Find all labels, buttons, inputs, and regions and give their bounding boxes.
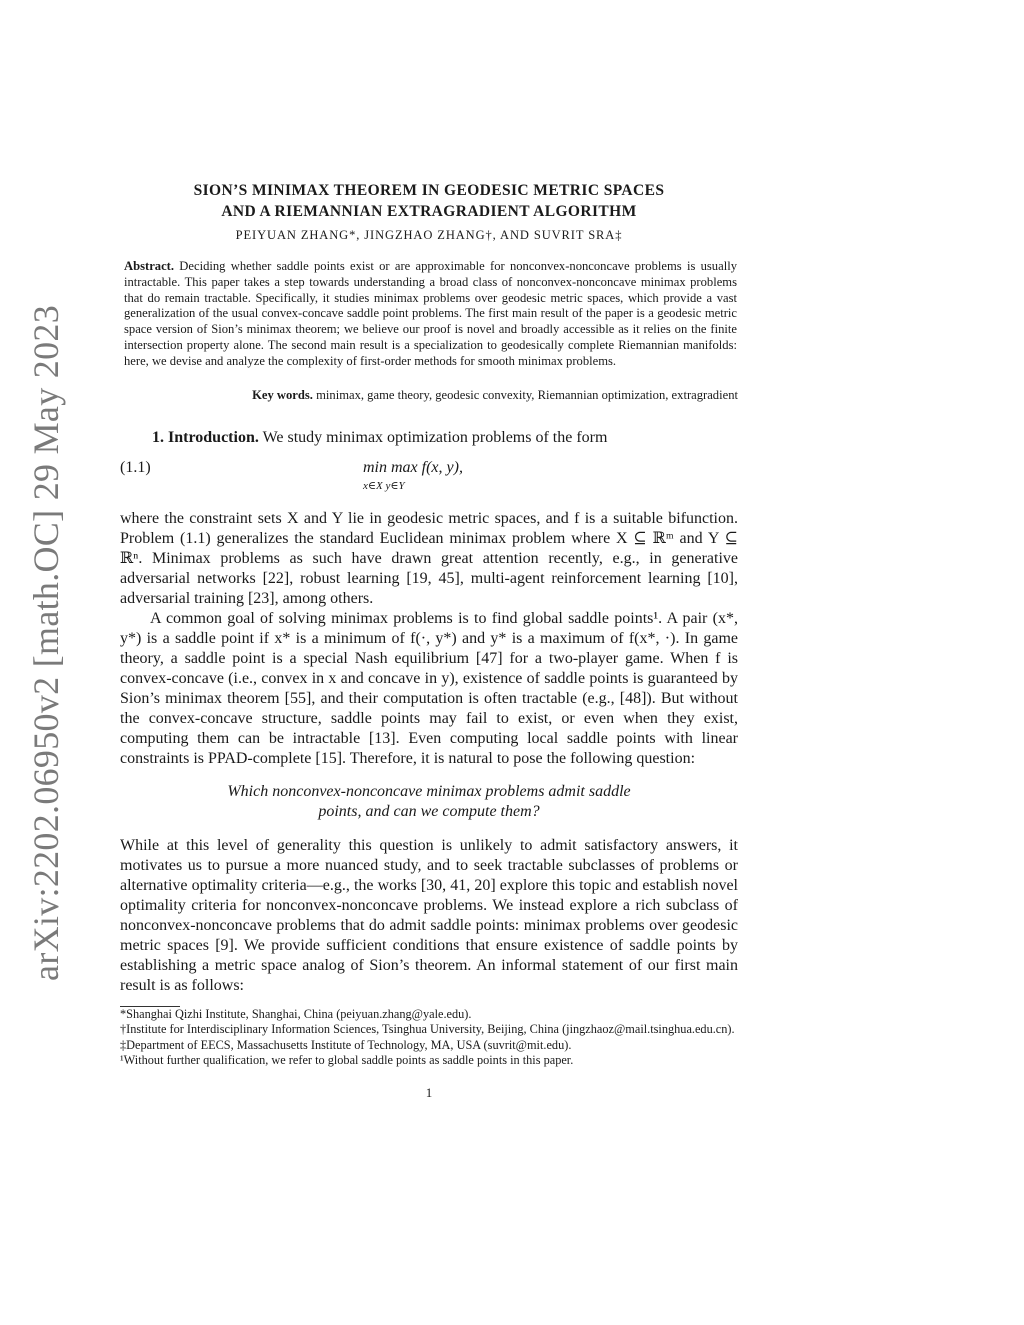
abstract-label: Abstract. [124, 259, 175, 273]
keywords-text: minimax, game theory, geodesic convexity, Riemannian optimization, extragradient [316, 387, 738, 402]
footnote-1: *Shanghai Qizhi Institute, Shanghai, China (peiyuan.zhang@yale.edu). [120, 1006, 472, 1021]
section-heading [120, 429, 738, 447]
footnote-4: ¹Without further qualification, we refer to global saddle points as saddle points in this paper. [120, 1053, 574, 1068]
paragraph-1: where the constraint sets X and Y lie in geodesic metric spaces, and f is a suitable bifunction. Problem (1.1) generalizes the standard Euclidean minimax problem where X ⊆ ℝᵐ and Y ⊆ ℝⁿ. Minimax problems as such have drawn great attention recently, e.g., in generative adversarial networks [22], robust learning [19, 45], multi-agent reinforcement learning [10], adversarial training [23], among others. [120, 509, 738, 607]
question-line-2: points, and can we compute them? [318, 802, 540, 820]
section-lead: We study minimax optimization problems of the form [262, 428, 608, 446]
arxiv-stamp-text: arXiv:2202.06950v2 [math.OC] 29 May 2023 [26, 305, 66, 981]
question-line-1: Which nonconvex-nonconcave minimax problems admit saddle [227, 782, 631, 800]
keywords [120, 388, 738, 403]
paper-title [120, 180, 738, 222]
section-title: 1. Introduction. [152, 428, 259, 446]
equation-body: min max f(x, y), [363, 458, 463, 476]
paragraph-2: A common goal of solving minimax problems is to find global saddle points¹. A pair (x*, y*) is a saddle point if x* is a minimum of f(·, y*) and y* is a maximum of f(x*, ·). In game theory, a saddle point is a special Nash equilibrium [47] for a two-player game. When f is convex-concave (i.e., convex in x and concave in y), existence of saddle points is guaranteed by Sion’s minimax theorem [55], and their computation is often tractable (e.g., [48]). But without the convex-concave structure, saddle points may fail to exist, or even when they exist, computing them can be intractable [13]. Even computing local saddle points with linear constraints is PPAD-complete [15]. Therefore, it is natural to pose the following question: [120, 609, 738, 767]
equation-number: (1.1) [120, 458, 151, 476]
author-list: PEIYUAN ZHANG*, JINGZHAO ZHANG†, AND SUVRIT SRA‡ [235, 228, 623, 242]
arxiv-stamp [10, 305, 82, 981]
abstract-text: Deciding whether saddle points exist or are approximable for nonconvex-nonconcave problems is usually intractable. This paper takes a step towards understanding a broad class of nonconvex-nonconcave minimax problems that do remain tractable. Specifically, it studies minimax problems over geodesic metric spaces, which provide a vast generalization of the usual convex-concave saddle point problems. The first main result of the paper is a geodesic metric space version of Sion’s minimax theorem; we believe our proof is novel and broadly accessible as it relies on the finite intersection property alone. The second main result is a specialization to geodesically complete Riemannian manifolds: here, we devise and analyze the complexity of first-order methods for smooth minimax problems. [124, 259, 737, 368]
equation-1-1 [120, 459, 738, 499]
page-number: 1 [425, 1084, 433, 1100]
abstract [120, 259, 738, 370]
title-line-2: AND A RIEMANNIAN EXTRAGRADIENT ALGORITHM [221, 203, 637, 220]
title-line-1: SION’S MINIMAX THEOREM IN GEODESIC METRIC SPACES [193, 182, 665, 199]
footnote-2: †Institute for Interdisciplinary Information Sciences, Tsinghua University, Beijing, China (jingzhaoz@mail.tsinghua.edu.cn). [120, 1022, 735, 1037]
equation-subscript: x∈X y∈Y [363, 479, 405, 492]
paper-page [120, 180, 738, 1101]
paragraph-3: While at this level of generality this question is unlikely to admit satisfactory answers, it motivates us to pursue a more nuanced study, and to seek tractable subclasses of problems or alternative optimality criteria—e.g., the works [30, 41, 20] explore this topic and establish novel optimality criteria for nonconvex-nonconcave problems. We instead explore a rich subclass of nonconvex-nonconcave problems that do admit saddle points: minimax problems over geodesic metric spaces [9]. We provide sufficient conditions that ensure existence of saddle points by establishing a metric space analog of Sion’s theorem. An informal statement of our first main result is as follows: [120, 836, 738, 994]
footnote-3: ‡Department of EECS, Massachusetts Institute of Technology, MA, USA (suvrit@mit.edu). [120, 1037, 572, 1052]
keywords-label: Key words. [252, 387, 313, 402]
research-question [120, 782, 738, 822]
